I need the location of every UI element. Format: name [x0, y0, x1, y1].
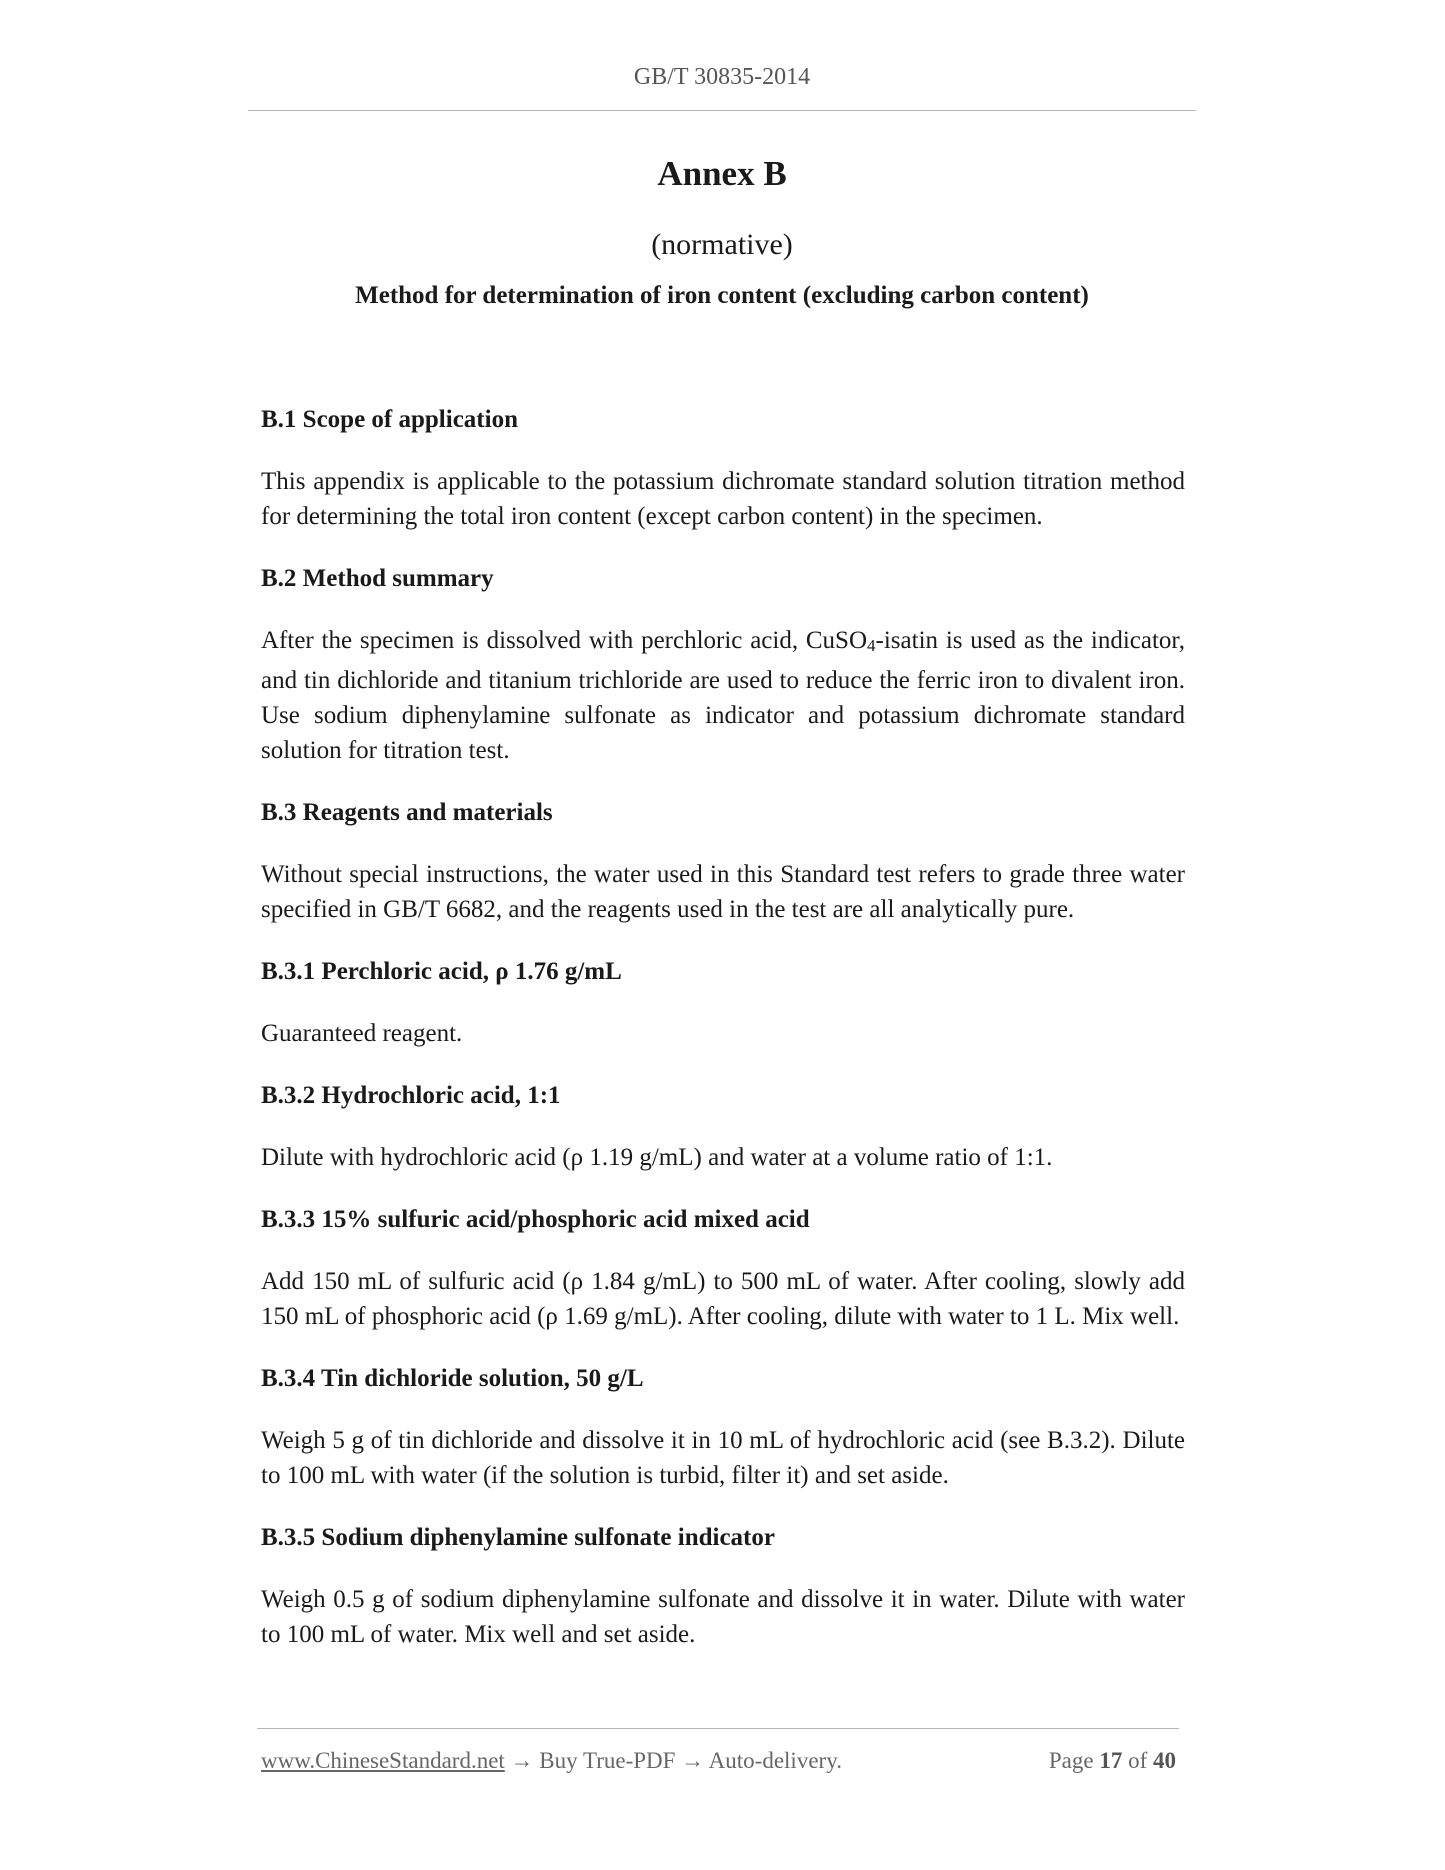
annex-type: (normative): [651, 228, 793, 261]
arrow-right-icon: →: [681, 1748, 705, 1773]
buy-true-pdf-text: Buy True-PDF: [539, 1748, 676, 1773]
document-id-header: GB/T 30835-2014: [633, 64, 811, 90]
section-text-b3-1: Guaranteed reagent.: [261, 1020, 463, 1047]
page-footer: [261, 1748, 1176, 1774]
page-total: 40: [1153, 1748, 1176, 1773]
annex-body: [261, 400, 1185, 1677]
arrow-right-icon: →: [510, 1748, 534, 1773]
section-text-b3: Without special instructions, the water used in this Standard test refers to grade three water specified in GB/T 6682, and the reagents used in the test are all analytically pure.: [261, 861, 1185, 923]
footer-promo: [261, 1748, 842, 1774]
section-heading-b3-3: B.3.3 15% sulfuric acid/phosphoric acid mixed acid: [261, 1206, 810, 1233]
section-heading-b1: B.1 Scope of application: [261, 406, 518, 433]
section-heading-b3: B.3 Reagents and materials: [261, 799, 553, 826]
section-heading-b3-4: B.3.4 Tin dichloride solution, 50 g/L: [261, 1365, 644, 1392]
footer-divider: [257, 1728, 1179, 1729]
page-current: 17: [1099, 1748, 1123, 1773]
page-of-label: of: [1128, 1748, 1148, 1773]
text-segment: After the specimen is dissolved with perchloric acid, CuSO: [261, 627, 868, 654]
section-heading-b3-2: B.3.2 Hydrochloric acid, 1:1: [261, 1082, 561, 1109]
section-heading-b3-1: B.3.1 Perchloric acid, ρ 1.76 g/mL: [261, 958, 622, 985]
page-number: [1049, 1748, 1176, 1774]
page-label: Page: [1048, 1748, 1094, 1773]
section-text-b2: [261, 623, 1185, 768]
website-link[interactable]: www.ChineseStandard.net: [261, 1748, 505, 1773]
section-text-b3-5: Weigh 0.5 g of sodium diphenylamine sulfonate and dissolve it in water. Dilute with water to 100 mL of water. Mix well and set aside.: [261, 1586, 1185, 1648]
section-heading-b2: B.2 Method summary: [261, 565, 494, 592]
text-segment: -isatin is used as the indicator, and tin dichloride and titanium trichloride are used to reduce the ferric iron to divalent iron. Use sodium diphenylamine sulfonate as indicator and potassium dichromate standard solution for titration test.: [261, 627, 1185, 764]
section-text-b3-3: Add 150 mL of sulfuric acid (ρ 1.84 g/mL) to 500 mL of water. After cooling, slowly add 150 mL of phosphoric acid (ρ 1.69 g/mL). After cooling, dilute with water to 1 L. Mix well.: [261, 1268, 1185, 1330]
subscript: 4: [867, 636, 876, 655]
section-heading-b3-5: B.3.5 Sodium diphenylamine sulfonate indicator: [261, 1524, 775, 1551]
annex-title: Annex B: [657, 154, 787, 193]
annex-subtitle: Method for determination of iron content (excluding carbon content): [355, 282, 1089, 309]
section-text-b1: This appendix is applicable to the potassium dichromate standard solution titration method for determining the total iron content (except carbon content) in the specimen.: [261, 468, 1185, 530]
header-divider: [248, 110, 1196, 111]
section-text-b3-2: Dilute with hydrochloric acid (ρ 1.19 g/mL) and water at a volume ratio of 1:1.: [261, 1144, 1053, 1171]
section-text-b3-4: Weigh 5 g of tin dichloride and dissolve it in 10 mL of hydrochloric acid (see B.3.2). Dilute to 100 mL with water (if the solution is turbid, filter it) and set aside.: [261, 1427, 1185, 1489]
auto-delivery-text: Auto-delivery.: [708, 1748, 842, 1773]
